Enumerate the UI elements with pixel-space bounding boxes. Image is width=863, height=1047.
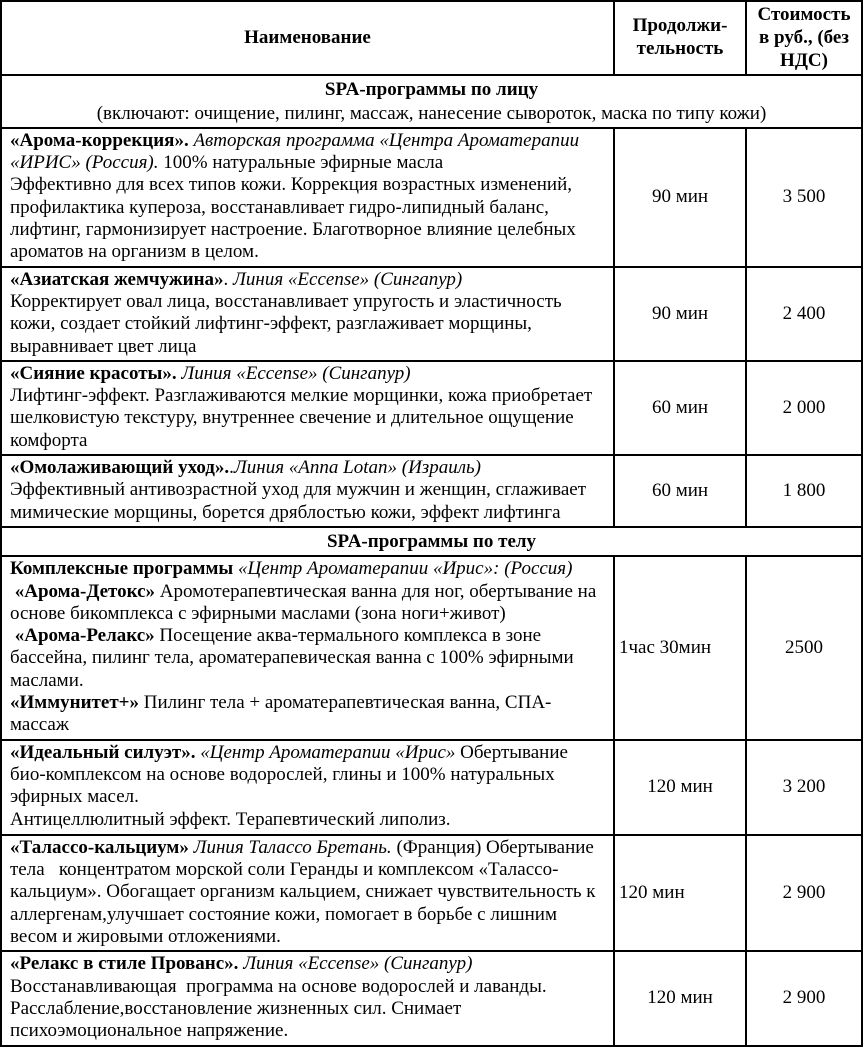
program-description: Восстанавливающая программа на основе водорослей и лаванды. Расслабление,восстановление жизненных сил. Снимает психоэмоциональное напряжение. bbox=[10, 975, 547, 1042]
program-brand: Линия «Eccense» (Сингапур) bbox=[233, 268, 463, 290]
program-description: Антицеллюлитный эффект. Терапевтический липолиз. bbox=[10, 808, 451, 830]
program-description: Посещение аква-термального комплекса в зоне бассейна, пилинг тела, ароматерапевическая ванна с 100% эфирными маслами. bbox=[10, 625, 574, 691]
cost-cell: 2 900 bbox=[746, 835, 862, 952]
program-name-cell bbox=[1, 951, 614, 1045]
duration-cell: 120 мин bbox=[614, 951, 746, 1045]
program-description: Аромотерапевтическая ванна для ног, обертывание на основе бикомплекса с эфирными маслами (зона ноги+живот) bbox=[10, 580, 597, 624]
row-complex-programs bbox=[1, 556, 862, 740]
program-line bbox=[10, 130, 605, 175]
duration-cell: 120 мин bbox=[614, 835, 746, 952]
program-line bbox=[10, 291, 605, 358]
program-brand: Авторская программа «Центра Ароматерапии «ИРИС» (Россия). bbox=[10, 129, 580, 174]
duration-cell: 60 мин bbox=[614, 361, 746, 455]
program-name-cell bbox=[1, 128, 614, 267]
program-description: Эффективно для всех типов кожи. Коррекция возрастных изменений, профилактика купероза, восстанавливает гидро-липидный баланс, лифтинг, гармонизирует настроение. Благотворное влияние целебных ароматов на организм в целом. bbox=[10, 174, 576, 263]
program-line bbox=[10, 385, 605, 452]
program-description: (Франция) Обертывание тела концентратом морской соли Геранды и комплексом «Талассо-кальциум». Обогащает организм кальцием, снижает чувствительность к аллергенам,улучшает состояние кожи, помогает в борьбе с лишним весом и жировыми отложениями. bbox=[10, 836, 596, 947]
section-header-face bbox=[1, 75, 862, 127]
program-brand: Линия «Eccense» (Сингапур) bbox=[243, 953, 473, 975]
program-name-cell bbox=[1, 361, 614, 455]
program-description: Корректирует овал лица, восстанавливает упругость и эластичность кожи, создает стойкий лифтинг-эффект, разглаживает морщины, выравнивает цвет лица bbox=[10, 290, 562, 357]
row-beauty-glow bbox=[1, 361, 862, 455]
cost-cell: 3 500 bbox=[746, 128, 862, 267]
sub-program-title: «Арома-Детокс» bbox=[10, 580, 160, 602]
cost-cell: 2 400 bbox=[746, 267, 862, 361]
section-header-body bbox=[1, 527, 862, 556]
program-brand: «Центр Ароматерапии «Ирис» bbox=[200, 741, 461, 763]
program-line bbox=[10, 625, 605, 692]
column-header-duration: Продолжи-тельность bbox=[614, 1, 746, 75]
program-line bbox=[10, 809, 605, 831]
cost-cell: 2 000 bbox=[746, 361, 862, 455]
program-line bbox=[10, 269, 605, 291]
program-brand: Линия «Anna Lotan» (Израиль) bbox=[233, 457, 481, 479]
duration-cell: 1час 30мин bbox=[614, 556, 746, 740]
section-title: SPA-программы по телу bbox=[326, 531, 537, 553]
row-rejuvenating-care bbox=[1, 455, 862, 527]
program-line bbox=[10, 363, 605, 385]
program-brand: «Центр Ароматерапии «Ирис»: (Россия) bbox=[238, 558, 573, 580]
section-subtitle: (включают: очищение, пилинг, массаж, нанесение сывороток, маска по типу кожи) bbox=[96, 102, 767, 124]
duration-cell: 120 мин bbox=[614, 740, 746, 835]
program-line bbox=[10, 457, 605, 479]
program-line bbox=[10, 742, 605, 809]
row-aroma-correction bbox=[1, 128, 862, 267]
program-line bbox=[10, 692, 605, 737]
program-name-cell bbox=[1, 267, 614, 361]
program-line bbox=[10, 581, 605, 626]
program-title: «Арома-коррекция». bbox=[10, 129, 194, 151]
column-header-name: Наименование bbox=[1, 1, 614, 75]
program-title: «Талассо-кальциум» bbox=[10, 836, 194, 858]
program-description: Пилинг тела + ароматерапевтическая ванна, СПА-массаж bbox=[10, 692, 552, 736]
program-brand: Линия Талассо Бретань. bbox=[193, 836, 392, 858]
program-description: Эффективный антивозрастной уход для мужчин и женщин, сглаживает мимические морщины, борется дряблостью кожи, эффект лифтинга bbox=[10, 479, 587, 523]
sub-program-title: «Иммунитет+» bbox=[10, 692, 144, 714]
program-brand: Линия «Eccense» (Сингапур) bbox=[181, 362, 411, 384]
program-title: «Идеальный силуэт». bbox=[10, 741, 201, 763]
program-line bbox=[10, 976, 605, 1043]
program-name-cell bbox=[1, 740, 614, 835]
section-title: SPA-программы по лицу bbox=[324, 79, 539, 101]
cost-cell: 2 900 bbox=[746, 951, 862, 1045]
program-line bbox=[10, 953, 605, 975]
program-punct: . bbox=[223, 268, 234, 290]
duration-cell: 90 мин bbox=[614, 128, 746, 267]
program-line bbox=[10, 174, 605, 263]
header-row bbox=[1, 1, 862, 75]
program-punct: . bbox=[229, 457, 234, 479]
program-title: Комплексные программы bbox=[10, 558, 238, 580]
program-note: 100% натуральные эфирные масла bbox=[163, 152, 444, 174]
cost-cell: 1 800 bbox=[746, 455, 862, 527]
row-asian-pearl bbox=[1, 267, 862, 361]
program-title: «Азиатская жемчужина» bbox=[10, 268, 224, 290]
program-line bbox=[10, 837, 605, 949]
program-title: «Релакс в стиле Прованс». bbox=[10, 953, 244, 975]
row-thalasso-calcium bbox=[1, 835, 862, 952]
program-line bbox=[10, 479, 605, 524]
program-title: «Омолаживающий уход». bbox=[10, 457, 230, 479]
column-header-cost: Стоимость в руб., (без НДС) bbox=[746, 1, 862, 75]
program-description: Обертывание био-комплексом на основе водорослей, глины и 100% натуральных эфирных масел. bbox=[10, 741, 568, 808]
cost-cell: 2500 bbox=[746, 556, 862, 740]
sub-program-title: «Арома-Релакс» bbox=[10, 625, 160, 647]
row-relax-provence bbox=[1, 951, 862, 1045]
program-title: «Сияние красоты». bbox=[10, 362, 182, 384]
program-line bbox=[10, 558, 605, 580]
program-name-cell bbox=[1, 835, 614, 952]
program-name-cell bbox=[1, 455, 614, 527]
cost-cell: 3 200 bbox=[746, 740, 862, 835]
program-name-cell bbox=[1, 556, 614, 740]
duration-cell: 90 мин bbox=[614, 267, 746, 361]
duration-cell: 60 мин bbox=[614, 455, 746, 527]
program-description: Лифтинг-эффект. Разглаживаются мелкие морщинки, кожа приобретает шелковистую текстуру, внутреннее свечение и длительное ощущение комфорта bbox=[10, 385, 593, 451]
row-ideal-silhouette bbox=[1, 740, 862, 835]
